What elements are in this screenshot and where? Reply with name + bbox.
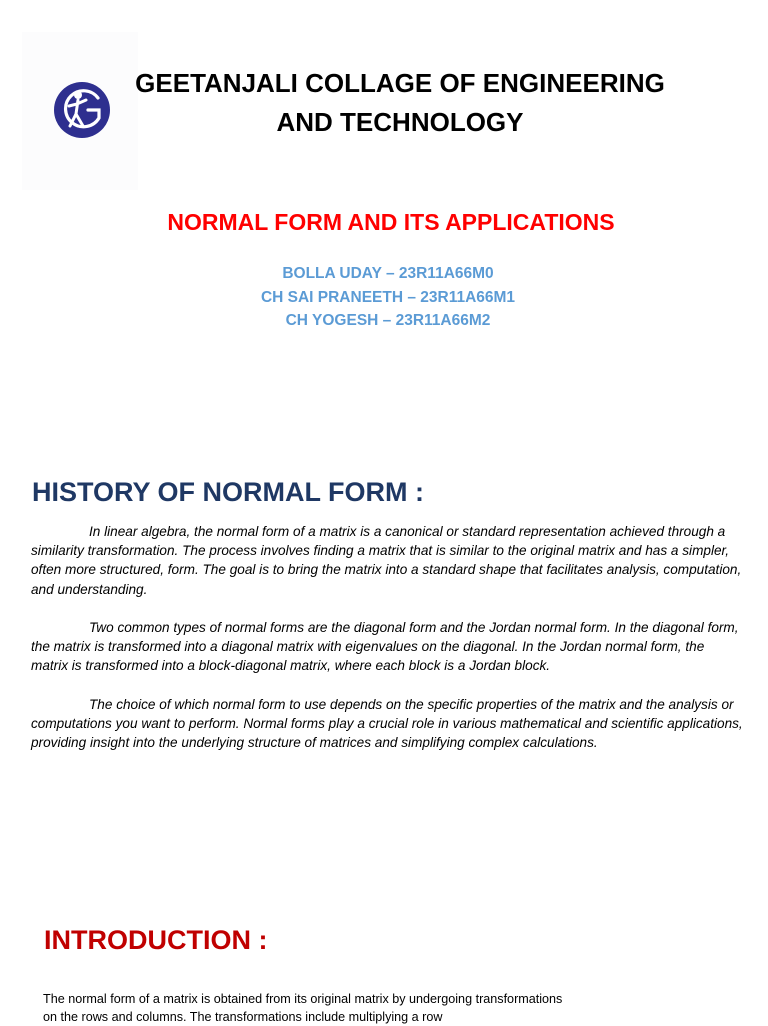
author-list <box>0 262 768 333</box>
college-name-line2: AND TECHNOLOGY <box>276 107 524 137</box>
history-body <box>31 522 743 772</box>
introduction-heading: INTRODUCTION : <box>44 925 268 955</box>
college-name-line1: GEETANJALI COLLAGE OF ENGINEERING <box>135 68 665 98</box>
history-paragraph: The choice of which normal form to use depends on the specific properties of the matrix and the analysis or computations you want to perform. Normal forms play a crucial role in various mathematical and scientific applications, providing insight into the underlying structure of matrices and simplifying complex calculations. <box>31 696 743 751</box>
history-paragraph: Two common types of normal forms are the diagonal form and the Jordan normal form. In the diagonal form, the matrix is transformed into a diagonal matrix with eigenvalues on the diagonal. In the Jordan normal form, the matrix is transformed into a block-diagonal matrix, where each block is a Jordan block. <box>31 620 739 674</box>
author-line: CH YOGESH – 23R11A66M2 <box>285 312 491 329</box>
author-line: BOLLA UDAY – 23R11A66M0 <box>282 265 494 282</box>
presentation-title: NORMAL FORM AND ITS APPLICATIONS <box>167 209 615 235</box>
author-line: CH SAI PRANEETH – 23R11A66M1 <box>260 288 516 306</box>
college-name <box>120 64 680 142</box>
history-heading: HISTORY OF NORMAL FORM : <box>32 477 425 507</box>
introduction-body: The normal form of a matrix is obtained from its original matrix by undergoing transformations on the rows and columns. The transformations include multiplying a row <box>43 992 563 1024</box>
history-paragraph: In linear algebra, the normal form of a matrix is a canonical or standard representation achieved through a similarity transformation. The process involves finding a matrix that is similar to the original matrix and has a simpler, often more structured, form. The goal is to bring the matrix into a standard shape that facilitates analysis, computation, and understanding. <box>31 524 742 597</box>
geetanjali-logo-icon <box>52 80 112 140</box>
